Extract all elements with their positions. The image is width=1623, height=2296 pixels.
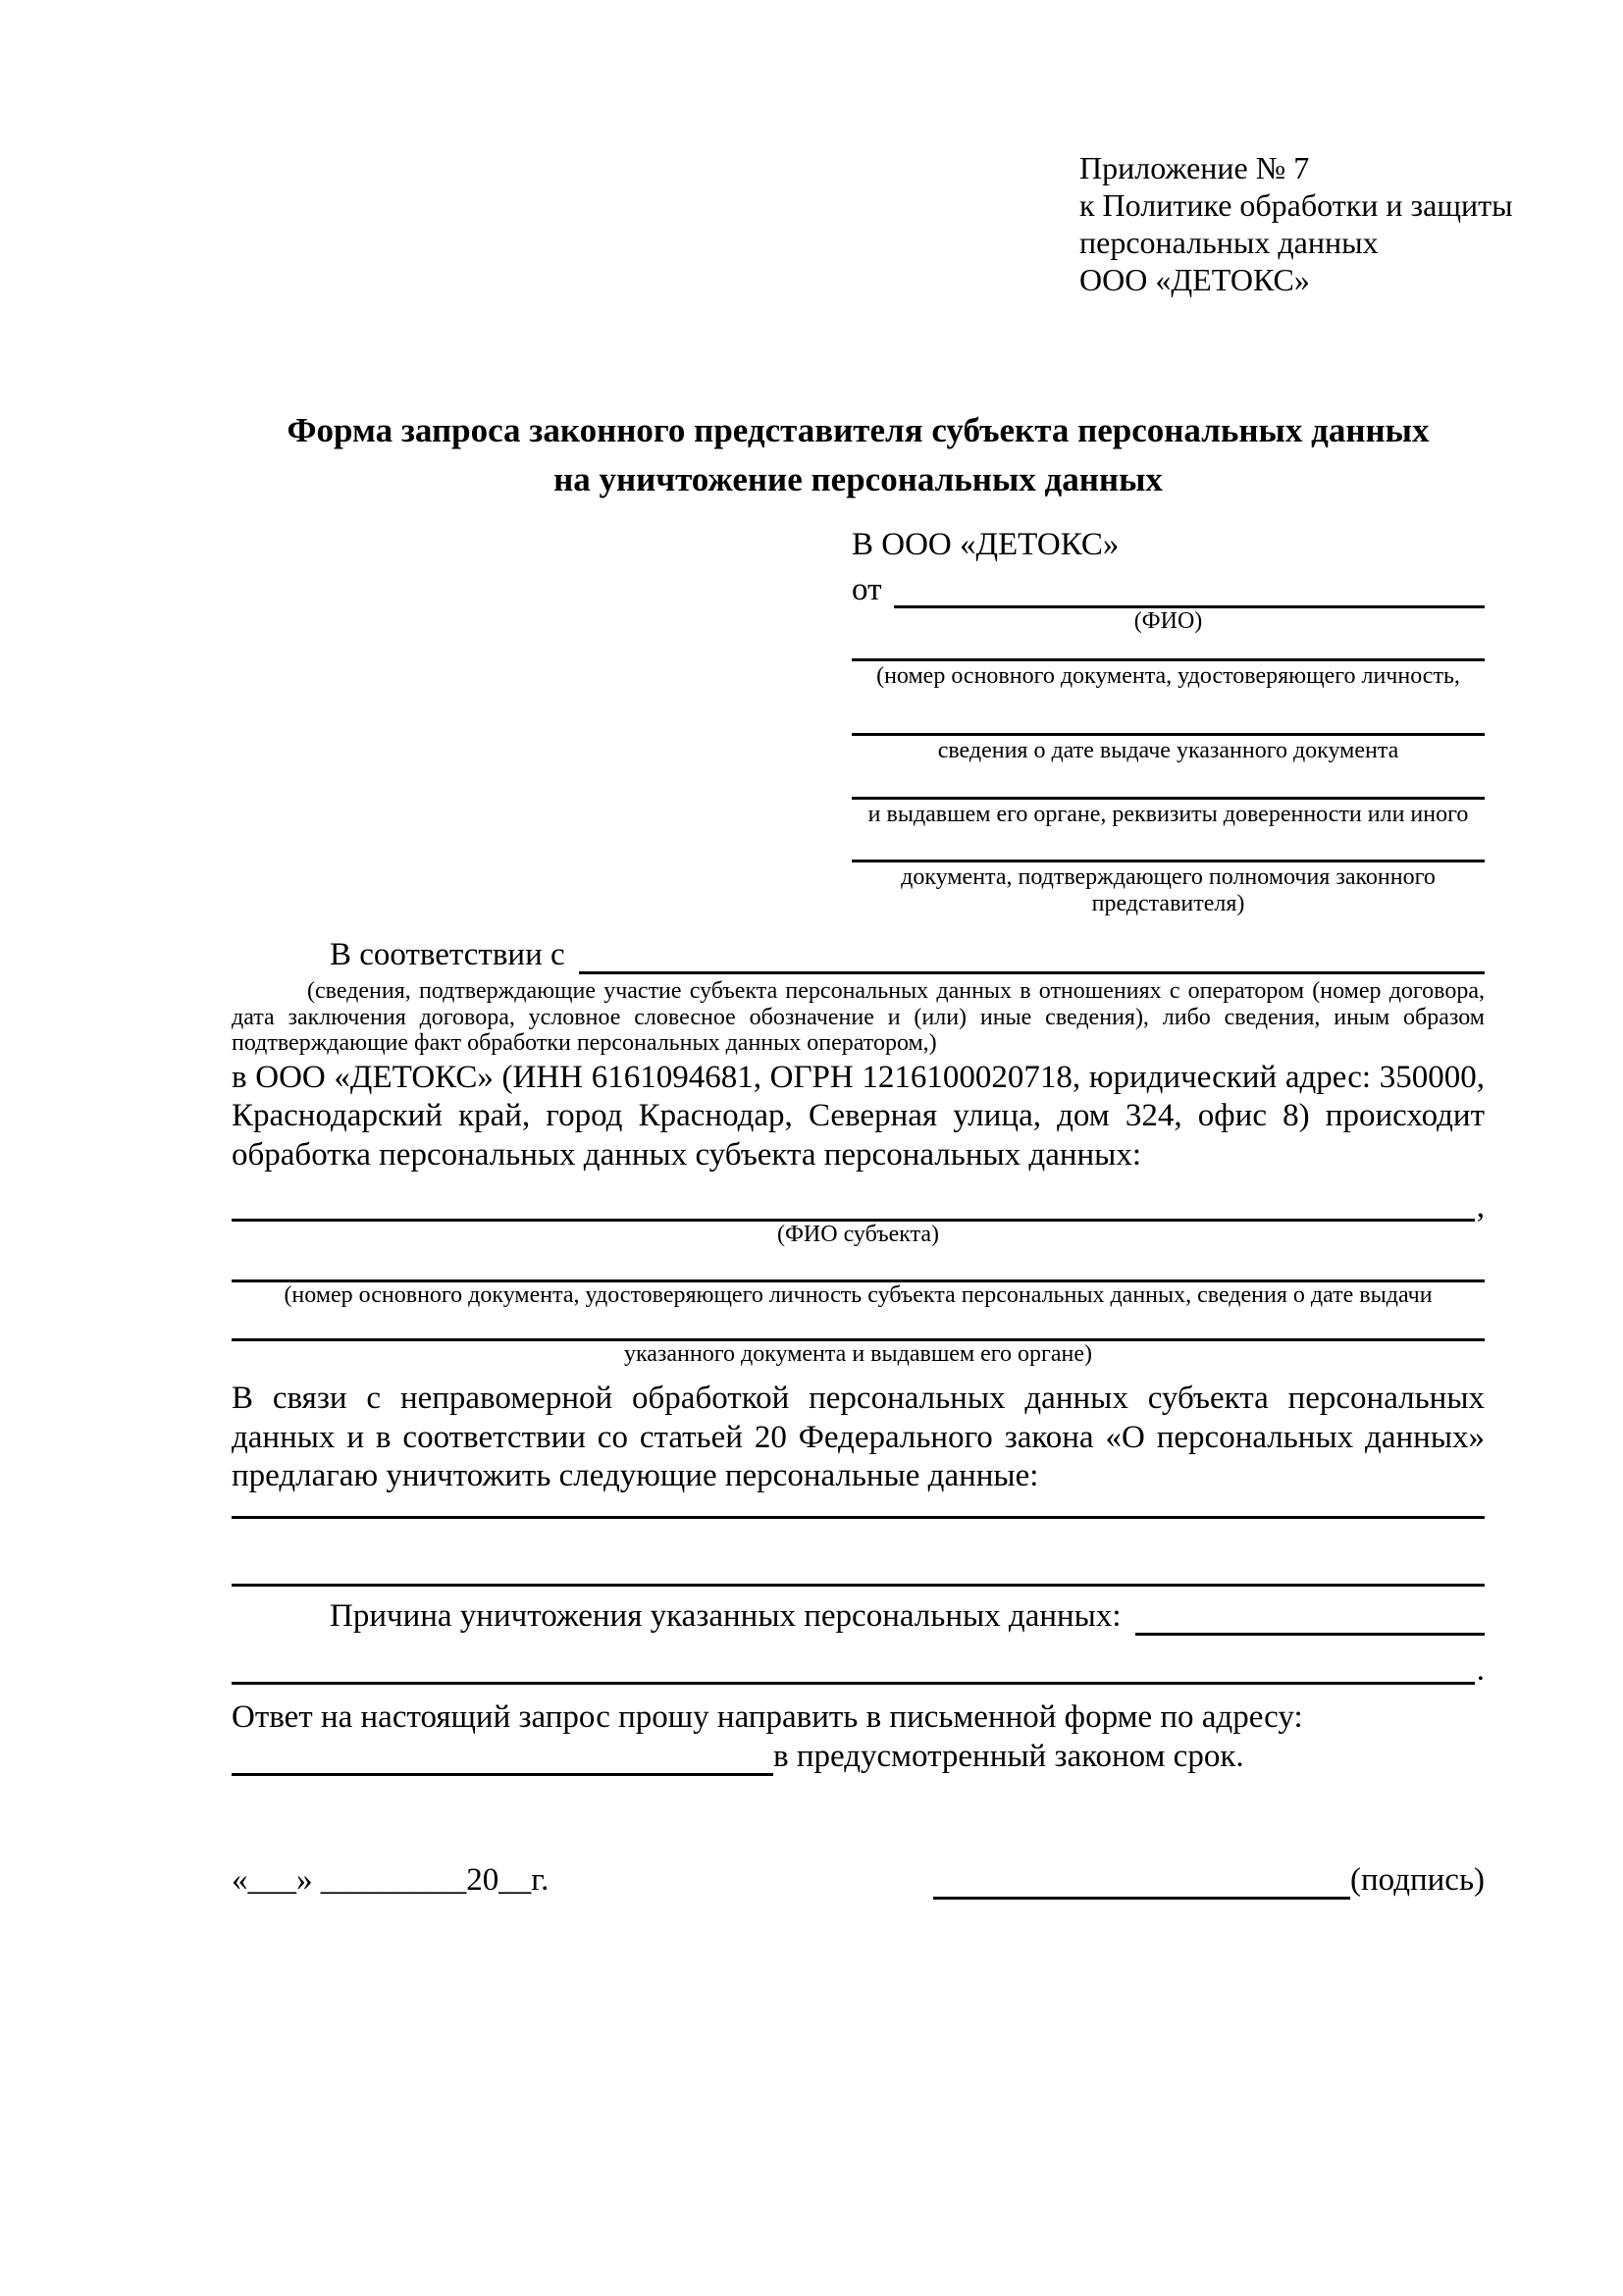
reason-field-continuation[interactable] (232, 1682, 1475, 1685)
representative-doc-field-4[interactable] (852, 860, 1485, 862)
signature-field[interactable] (933, 1897, 1350, 1900)
from-label: от (852, 572, 882, 607)
reply-address-row (232, 1737, 1485, 1776)
representative-doc-field-3[interactable] (852, 797, 1485, 800)
reason-row (232, 1596, 1485, 1636)
request-paragraph: В связи с неправомерной обработкой персональных данных субъекта персональных данных и в соответствии со статьей 20 Федерального закона «О персональных данных» предлагаю уничтожить следующие персональные данные: (232, 1381, 1485, 1493)
trailing-comma: , (1476, 1189, 1485, 1225)
subject-fio-row (232, 1189, 1485, 1225)
subject-doc-caption-2: указанного документа и выдавшем его органе) (623, 1341, 1093, 1367)
addressee-organization: В ООО «ДЕТОКС» (852, 527, 1120, 562)
representative-fio-field[interactable] (894, 571, 1486, 608)
from-row (852, 571, 1485, 608)
appendix-note (1079, 149, 1513, 298)
fio-caption: (ФИО) (1133, 608, 1203, 634)
trailing-period: . (1476, 1651, 1485, 1688)
signature-row (232, 1860, 1485, 1900)
data-to-destroy-field-2[interactable] (232, 1584, 1485, 1587)
representative-doc-group (852, 733, 1485, 764)
document-body (232, 935, 1485, 1900)
subject-fio-caption: (ФИО субъекта) (776, 1222, 940, 1247)
representative-doc-caption-3: и выдавшем его органе, реквизиты доверенности или иного (867, 802, 1469, 827)
representative-doc-field-1[interactable] (852, 658, 1485, 661)
data-to-destroy-field-1[interactable] (232, 1516, 1485, 1519)
operator-paragraph: в ООО «ДЕТОКС» (ИНН 6161094681, ОГРН 1216100020718, юридический адрес: 350000, Краснодарский край, город Краснодар, Северная улица, дом 324, офис 8) происходит обработка персональных данных субъекта персональных данных: (232, 1059, 1485, 1173)
representative-doc-caption-1: (номер основного документа, удостоверяющего личность, (876, 663, 1460, 689)
appendix-note-line: Приложение № 7 (1079, 150, 1310, 185)
subject-doc-caption-1: (номер основного документа, удостоверяющего личность субъекта персональных данных, сведения о дате выдачи (284, 1282, 1433, 1308)
appendix-note-line: к Политике обработки и защиты (1079, 187, 1513, 223)
representative-doc-group (852, 860, 1485, 917)
reason-continuation-row (232, 1651, 1485, 1688)
document-title-line2: на уничтожение персональных данных (553, 460, 1163, 498)
document-title (232, 406, 1485, 504)
document-title-line1: Форма запроса законного представителя субъекта персональных данных (287, 411, 1430, 449)
appendix-note-line: ООО «ДЕТОКС» (1079, 262, 1310, 297)
representative-doc-group (852, 797, 1485, 828)
representative-doc-group (852, 658, 1485, 690)
reply-tail: в предусмотренный законом срок. (773, 1739, 1244, 1774)
representative-doc-caption-4: документа, подтверждающего полномочия законного представителя) (901, 864, 1436, 916)
accordance-footnote: (сведения, подтверждающие участие субъекта персональных данных в отношениях с оператором (номер договора, дата заключения договора, условное словесное обозначение и (или) иные сведения), либо сведения, иным образом подтверждающие факт обработки персональных данных оператором,) (232, 978, 1485, 1056)
representative-doc-field-2[interactable] (852, 733, 1485, 736)
accordance-row (232, 935, 1485, 974)
accordance-field[interactable] (579, 935, 1485, 974)
signature-group (933, 1860, 1485, 1900)
appendix-note-line: персональных данных (1079, 225, 1379, 260)
reason-field[interactable] (1135, 1596, 1485, 1636)
reply-paragraph (232, 1698, 1485, 1738)
representative-doc-caption-2: сведения о дате выдаче указанного документа (937, 738, 1399, 763)
reply-address-field[interactable] (232, 1773, 773, 1776)
date-field[interactable]: «___» _________20__г. (232, 1862, 550, 1898)
reply-lead: Ответ на настоящий запрос прошу направить в письменной форме по адресу: (232, 1698, 1303, 1735)
reason-label: Причина уничтожения указанных персональных данных: (330, 1597, 1122, 1634)
signature-caption: (подпись) (1350, 1862, 1485, 1898)
addressee-block (852, 526, 1485, 917)
accordance-lead: В соответствии с (330, 937, 565, 972)
